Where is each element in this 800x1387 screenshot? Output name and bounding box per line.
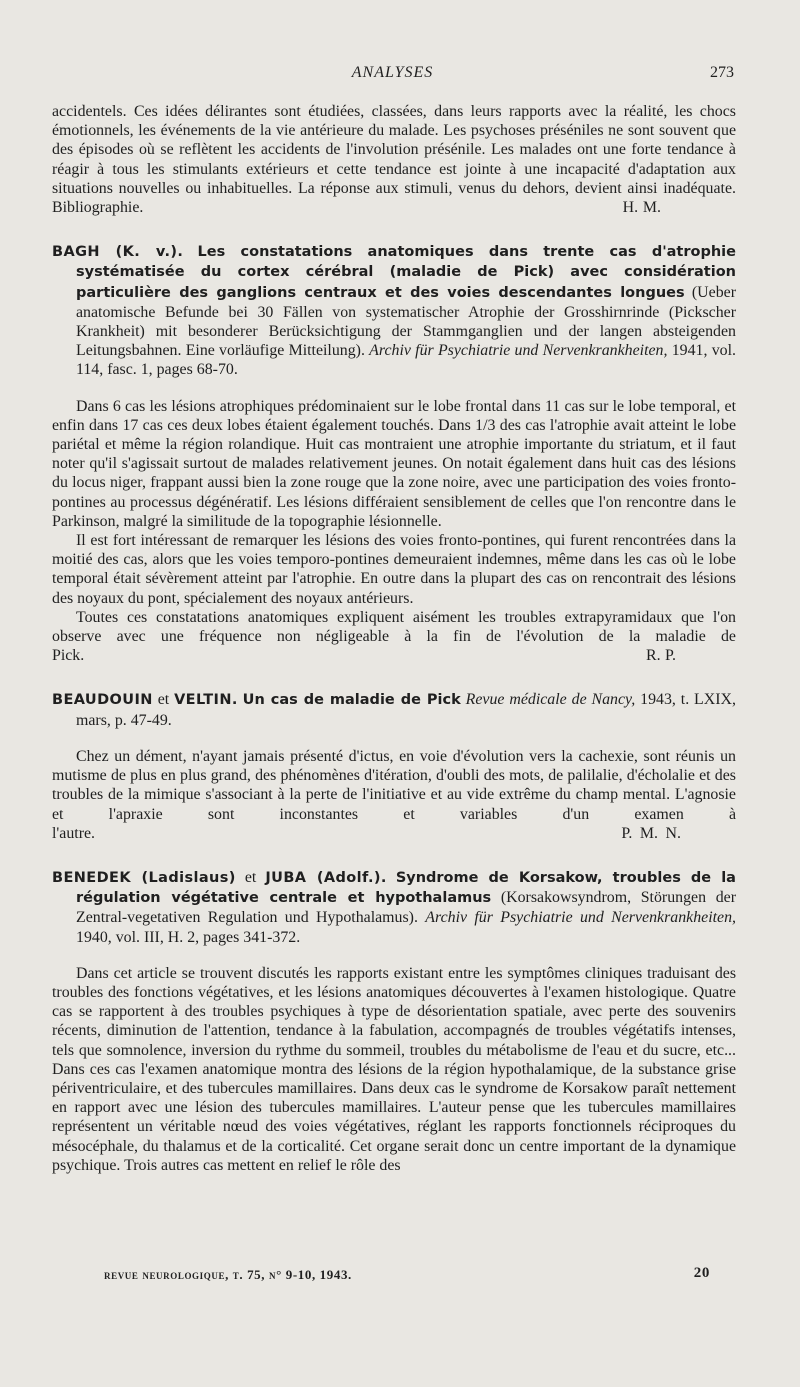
entry-title: Les constatations anatomiques dans trente cas d'atrophie systématisée du cortex cérébral (maladie de Pick) avec considération particulière des ganglions centraux et des voies descendantes longues [76,244,736,301]
entry-title: Un cas de maladie de Pick [242,692,461,709]
page-content [52,102,736,1175]
entry-authors: BEAUDOUIN [52,692,153,709]
entry-signature: R. P. [646,647,677,665]
entry-subtitle: (Korsakowsyndrom, Störungen der Zentral-vegetativen Regulation und Hypothalamus). [76,889,736,927]
entry-paragraph: Dans 6 cas les lésions atrophiques prédominaient sur le lobe frontal dans 11 cas sur le lobe temporal, et enfin dans 17 cas ces deux lobes étaient également touchés. Dans 1/3 des cas l'atrophie avait atteint le lobe pariétal et même la région rolandique. Huit cas montraient une atrophie importante du striatum, et il faut noter qu'il s'agissait surtout de malades relativement jeunes. On notait également dans huit cas des lésions du locus niger, frappant aussi bien la zone rouge que la zone noire, avec une participation des voies fronto-pontines au processus dégénératif. Les lésions différaient sensiblement de celles que l'on rencontre dans le Parkinson, malgré la similitude de la topographie lésionnelle. [52,397,736,530]
intro-text: accidentels. Ces idées délirantes sont étudiées, classées, dans leurs rapports avec la réalité, les chocs émotionnels, les événements de la vie antérieure du malade. Les psychoses préséniles ne sont souvent que des épisodes où se reflètent les accidents de l'involution présénile. Les malades ont une forte tendance à réagir à tous les stimulants extérieurs et cette tendance est jointe à une incapacité d'adaptation aux situations nouvelles ou inhabituelles. La réponse aux stimuli, venus du dehors, devient ainsi inadéquate. Bibliographie. [52,103,736,217]
footer-sheet-number: 20 [693,1265,710,1281]
review-entry-beaudouin [52,690,736,842]
entry-reference [52,242,736,379]
entry-details: 1940, vol. III, H. 2, pages 341-372. [76,928,301,946]
entry-paragraph-text: Toutes ces constatations anatomiques expliquent aisément les troubles extrapyramidaux que l'on observe avec une fréquence non négligeable à la fin de l'évolution de la maladie de Pick. [52,608,736,665]
footer-journal: revue neurologique, t. 75, n° 9-10, 1943. [104,1267,352,1282]
page-footer [104,1265,710,1289]
intro-paragraph [52,102,736,217]
entry-paragraph: Dans cet article se trouvent discutés les rapports existant entre les symptômes cliniques traduisant des troubles des fonctions végétatives, et les lésions anatomiques découvertes à l'examen histologique. Quatre cas se rapportent à des troubles psychiques à type de désorientation spatiale, avec perte des souvenirs récents, diminution de l'attention, tendance à la fabulation, accompagnés de troubles végétatifs intenses, tels que somnolence, inversion du rythme du sommeil, troubles du métabolisme de l'eau et du sucre, etc... Dans ces cas l'examen anatomique montra des lésions de la région hypothalamique, de la substance grise périventriculaire, et des tubercules mamillaires. Dans deux cas le syndrome de Korsakow paraît nettement en rapport avec une lésion des tubercules mamillaires. L'auteur pense que les tubercules mamillaires représentent un véritable nœud des voies végétatives, réglant les rapports fonctionnels réciproques du mésocéphale, du thalamus et de la corticalité. Cet organe serait donc un centre important de la dynamique psychique. Trois autres cas mettent en relief le rôle des [52,964,736,1174]
entry-details: 1941, vol. 114, fasc. 1, pages 68-70. [76,342,736,379]
entry-paragraph: Il est fort intéressant de remarquer les lésions des voies fronto-pontines, qui furent rencontrées dans la moitié des cas, alors que les voies temporo-pontines demeuraient indemnes, même dans les cas où le lobe temporal était sévèrement atteint par l'atrophie. En outre dans la plupart des cas on rencontrait des lésions des noyaux du pont, spécialement des noyaux antérieurs. [52,532,736,607]
entry-journal: Revue médicale de Nancy, [465,691,636,709]
review-entry-bagh [52,242,736,665]
entry-authors: BENEDEK (Ladislaus) [52,869,236,886]
entry-paragraph [52,608,736,666]
entry-connector: et [244,868,257,886]
entry-title: Syndrome de Korsakow, troubles de la régulation végétative centrale et hypothalamus [76,869,736,907]
intro-signature: H. M. [622,199,662,217]
entry-paragraph [52,747,736,843]
entry-journal: Archiv für Psychiatrie und Nervenkrankheiten, [425,909,737,927]
entry-authors-second: JUBA (Adolf.). [265,869,387,886]
page-header [0,64,800,88]
entry-subtitle: (Ueber anatomische Befunde bei 30 Fällen von systematischer Atrophie der Grosshirnrinde (Pickscher Krankheit) mit besonderer Berücksichtigung der Stammganglien und der langen absteigenden Leitungsbahnen. Eine vorläufige Mitteilung). [76,283,736,360]
entry-reference [52,690,736,729]
entry-reference [52,868,736,947]
entry-connector: et [157,691,170,709]
page-number: 273 [710,64,734,81]
entry-signature: P. M. N. [621,824,681,842]
entry-journal: Archiv für Psychiatrie und Nervenkrankheiten, [369,342,668,360]
entry-details: 1943, t. LXIX, mars, p. 47-49. [76,691,736,729]
entry-paragraph-text: Chez un dément, n'ayant jamais présenté d'ictus, en voie d'évolution vers la cachexie, sont réunis un mutisme de plus en plus grand, des phénomènes d'itération, d'oubli des mots, de palilalie, d'écholalie et des troubles de la mimique s'associant à la perte de l'initiative et au vide extrême du champ mental. L'agnosie et l'apraxie sont inconstantes et variables d'un examen à l'autre. [52,747,736,842]
running-title: ANALYSES [351,64,434,81]
review-entry-benedek [52,868,736,1175]
entry-authors: BAGH (K. v.). [52,244,184,261]
entry-authors-second: VELTIN. [174,692,238,709]
